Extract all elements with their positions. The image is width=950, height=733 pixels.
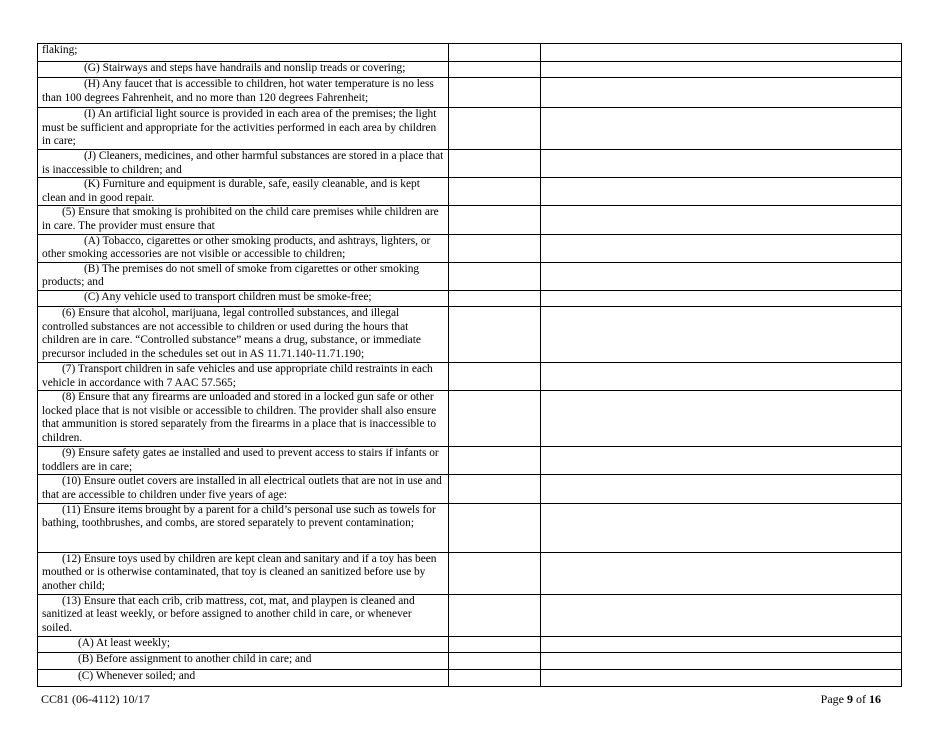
checklist-row (38, 62, 902, 78)
requirement-text: (B) Before assignment to another child in care; and (38, 652, 449, 669)
comments-cell[interactable] (541, 78, 902, 108)
compliance-cell[interactable] (449, 362, 541, 390)
checklist-row (38, 652, 902, 669)
comments-cell[interactable] (541, 150, 902, 178)
requirements-checklist-table (37, 43, 902, 687)
requirement-text: (11) Ensure items brought by a parent for a child’s personal use such as towels for bathing, toothbrushes, and combs, are stored separately to prevent contamination; (38, 503, 449, 552)
compliance-cell[interactable] (449, 234, 541, 262)
checklist-row (38, 594, 902, 636)
page-current: 9 (847, 692, 853, 706)
checklist-row (38, 44, 902, 62)
checklist-row (38, 636, 902, 652)
requirement-text: (13) Ensure that each crib, crib mattress, cot, mat, and playpen is cleaned and sanitized at least weekly, or before assigned to another child in care, or whenever soiled. (38, 594, 449, 636)
checklist-rows (38, 44, 902, 687)
requirement-text: flaking; (38, 44, 449, 62)
comments-cell[interactable] (541, 669, 902, 686)
requirement-text: (12) Ensure toys used by children are kept clean and sanitary and if a toy has been mouthed or is otherwise contaminated, that toy is cleaned an sanitized before use by another child; (38, 552, 449, 594)
compliance-cell[interactable] (449, 475, 541, 503)
requirement-text: (A) Tobacco, cigarettes or other smoking products, and ashtrays, lighters, or other smoking accessories are not visible or accessible to children; (38, 234, 449, 262)
page-prefix: Page (820, 692, 847, 706)
checklist-row (38, 262, 902, 290)
comments-cell[interactable] (541, 44, 902, 62)
comments-cell[interactable] (541, 178, 902, 206)
requirement-text: (10) Ensure outlet covers are installed in all electrical outlets that are not in use and that are accessible to children under five years of age: (38, 475, 449, 503)
requirement-text: (7) Transport children in safe vehicles and use appropriate child restraints in each vehicle in accordance with 7 AAC 57.565; (38, 362, 449, 390)
checklist-row (38, 552, 902, 594)
comments-cell[interactable] (541, 306, 902, 362)
checklist-row (38, 503, 902, 552)
comments-cell[interactable] (541, 62, 902, 78)
requirement-text: (5) Ensure that smoking is prohibited on the child care premises while children are in care. The provider must ensure that (38, 206, 449, 234)
compliance-cell[interactable] (449, 306, 541, 362)
checklist-row (38, 178, 902, 206)
requirement-text: (G) Stairways and steps have handrails and nonslip treads or covering; (38, 62, 449, 78)
compliance-cell[interactable] (449, 391, 541, 447)
comments-cell[interactable] (541, 262, 902, 290)
compliance-cell[interactable] (449, 552, 541, 594)
compliance-cell[interactable] (449, 594, 541, 636)
checklist-row (38, 362, 902, 390)
requirement-text: (9) Ensure safety gates ae installed and used to prevent access to stairs if infants or toddlers are in care; (38, 447, 449, 475)
checklist-row (38, 391, 902, 447)
checklist-row (38, 669, 902, 686)
checklist-row (38, 234, 902, 262)
comments-cell[interactable] (541, 362, 902, 390)
checklist-row (38, 150, 902, 178)
checklist-row (38, 206, 902, 234)
comments-cell[interactable] (541, 552, 902, 594)
requirement-text: (A) At least weekly; (38, 636, 449, 652)
form-identifier: CC81 (06-4112) 10/17 (41, 692, 150, 706)
requirement-text: (J) Cleaners, medicines, and other harmful substances are stored in a place that is inaccessible to children; and (38, 150, 449, 178)
requirement-text: (C) Whenever soiled; and (38, 669, 449, 686)
compliance-cell[interactable] (449, 447, 541, 475)
checklist-row (38, 108, 902, 150)
checklist-row (38, 290, 902, 306)
requirement-text: (B) The premises do not smell of smoke from cigarettes or other smoking products; and (38, 262, 449, 290)
compliance-cell[interactable] (449, 669, 541, 686)
page-number (821, 692, 881, 707)
comments-cell[interactable] (541, 447, 902, 475)
requirement-text: (I) An artificial light source is provided in each area of the premises; the light must be sufficient and appropriate for the activities performed in each area by children in care; (38, 108, 449, 150)
compliance-cell[interactable] (449, 150, 541, 178)
compliance-cell[interactable] (449, 108, 541, 150)
compliance-cell[interactable] (449, 262, 541, 290)
compliance-cell[interactable] (449, 206, 541, 234)
page-total: 16 (869, 692, 881, 706)
requirement-text: (8) Ensure that any firearms are unloaded and stored in a locked gun safe or other locked place that is not visible or accessible to children. The provider shall also ensure that ammunition is stored separately from the firearms in a place that is inaccessible to children. (38, 391, 449, 447)
comments-cell[interactable] (541, 652, 902, 669)
page-of: of (853, 692, 869, 706)
requirement-text: (C) Any vehicle used to transport children must be smoke-free; (38, 290, 449, 306)
compliance-cell[interactable] (449, 78, 541, 108)
compliance-cell[interactable] (449, 652, 541, 669)
comments-cell[interactable] (541, 594, 902, 636)
comments-cell[interactable] (541, 206, 902, 234)
checklist-row (38, 475, 902, 503)
comments-cell[interactable] (541, 290, 902, 306)
comments-cell[interactable] (541, 503, 902, 552)
requirement-text: (K) Furniture and equipment is durable, safe, easily cleanable, and is kept clean and in good repair. (38, 178, 449, 206)
comments-cell[interactable] (541, 636, 902, 652)
checklist-row (38, 78, 902, 108)
comments-cell[interactable] (541, 108, 902, 150)
requirement-text: (6) Ensure that alcohol, marijuana, legal controlled substances, and illegal controlled substances are not accessible to children or used during the hours that children are in care. “Controlled substance” means a drug, substance, or immediate precursor included in the schedules set out in AS 11.71.140-11.71.190; (38, 306, 449, 362)
compliance-cell[interactable] (449, 636, 541, 652)
comments-cell[interactable] (541, 234, 902, 262)
comments-cell[interactable] (541, 391, 902, 447)
comments-cell[interactable] (541, 475, 902, 503)
requirement-text: (H) Any faucet that is accessible to children, hot water temperature is no less than 100 degrees Fahrenheit, and no more than 120 degrees Fahrenheit; (38, 78, 449, 108)
checklist-row (38, 306, 902, 362)
checklist-row (38, 447, 902, 475)
compliance-cell[interactable] (449, 44, 541, 62)
compliance-cell[interactable] (449, 503, 541, 552)
compliance-cell[interactable] (449, 62, 541, 78)
compliance-cell[interactable] (449, 290, 541, 306)
compliance-cell[interactable] (449, 178, 541, 206)
